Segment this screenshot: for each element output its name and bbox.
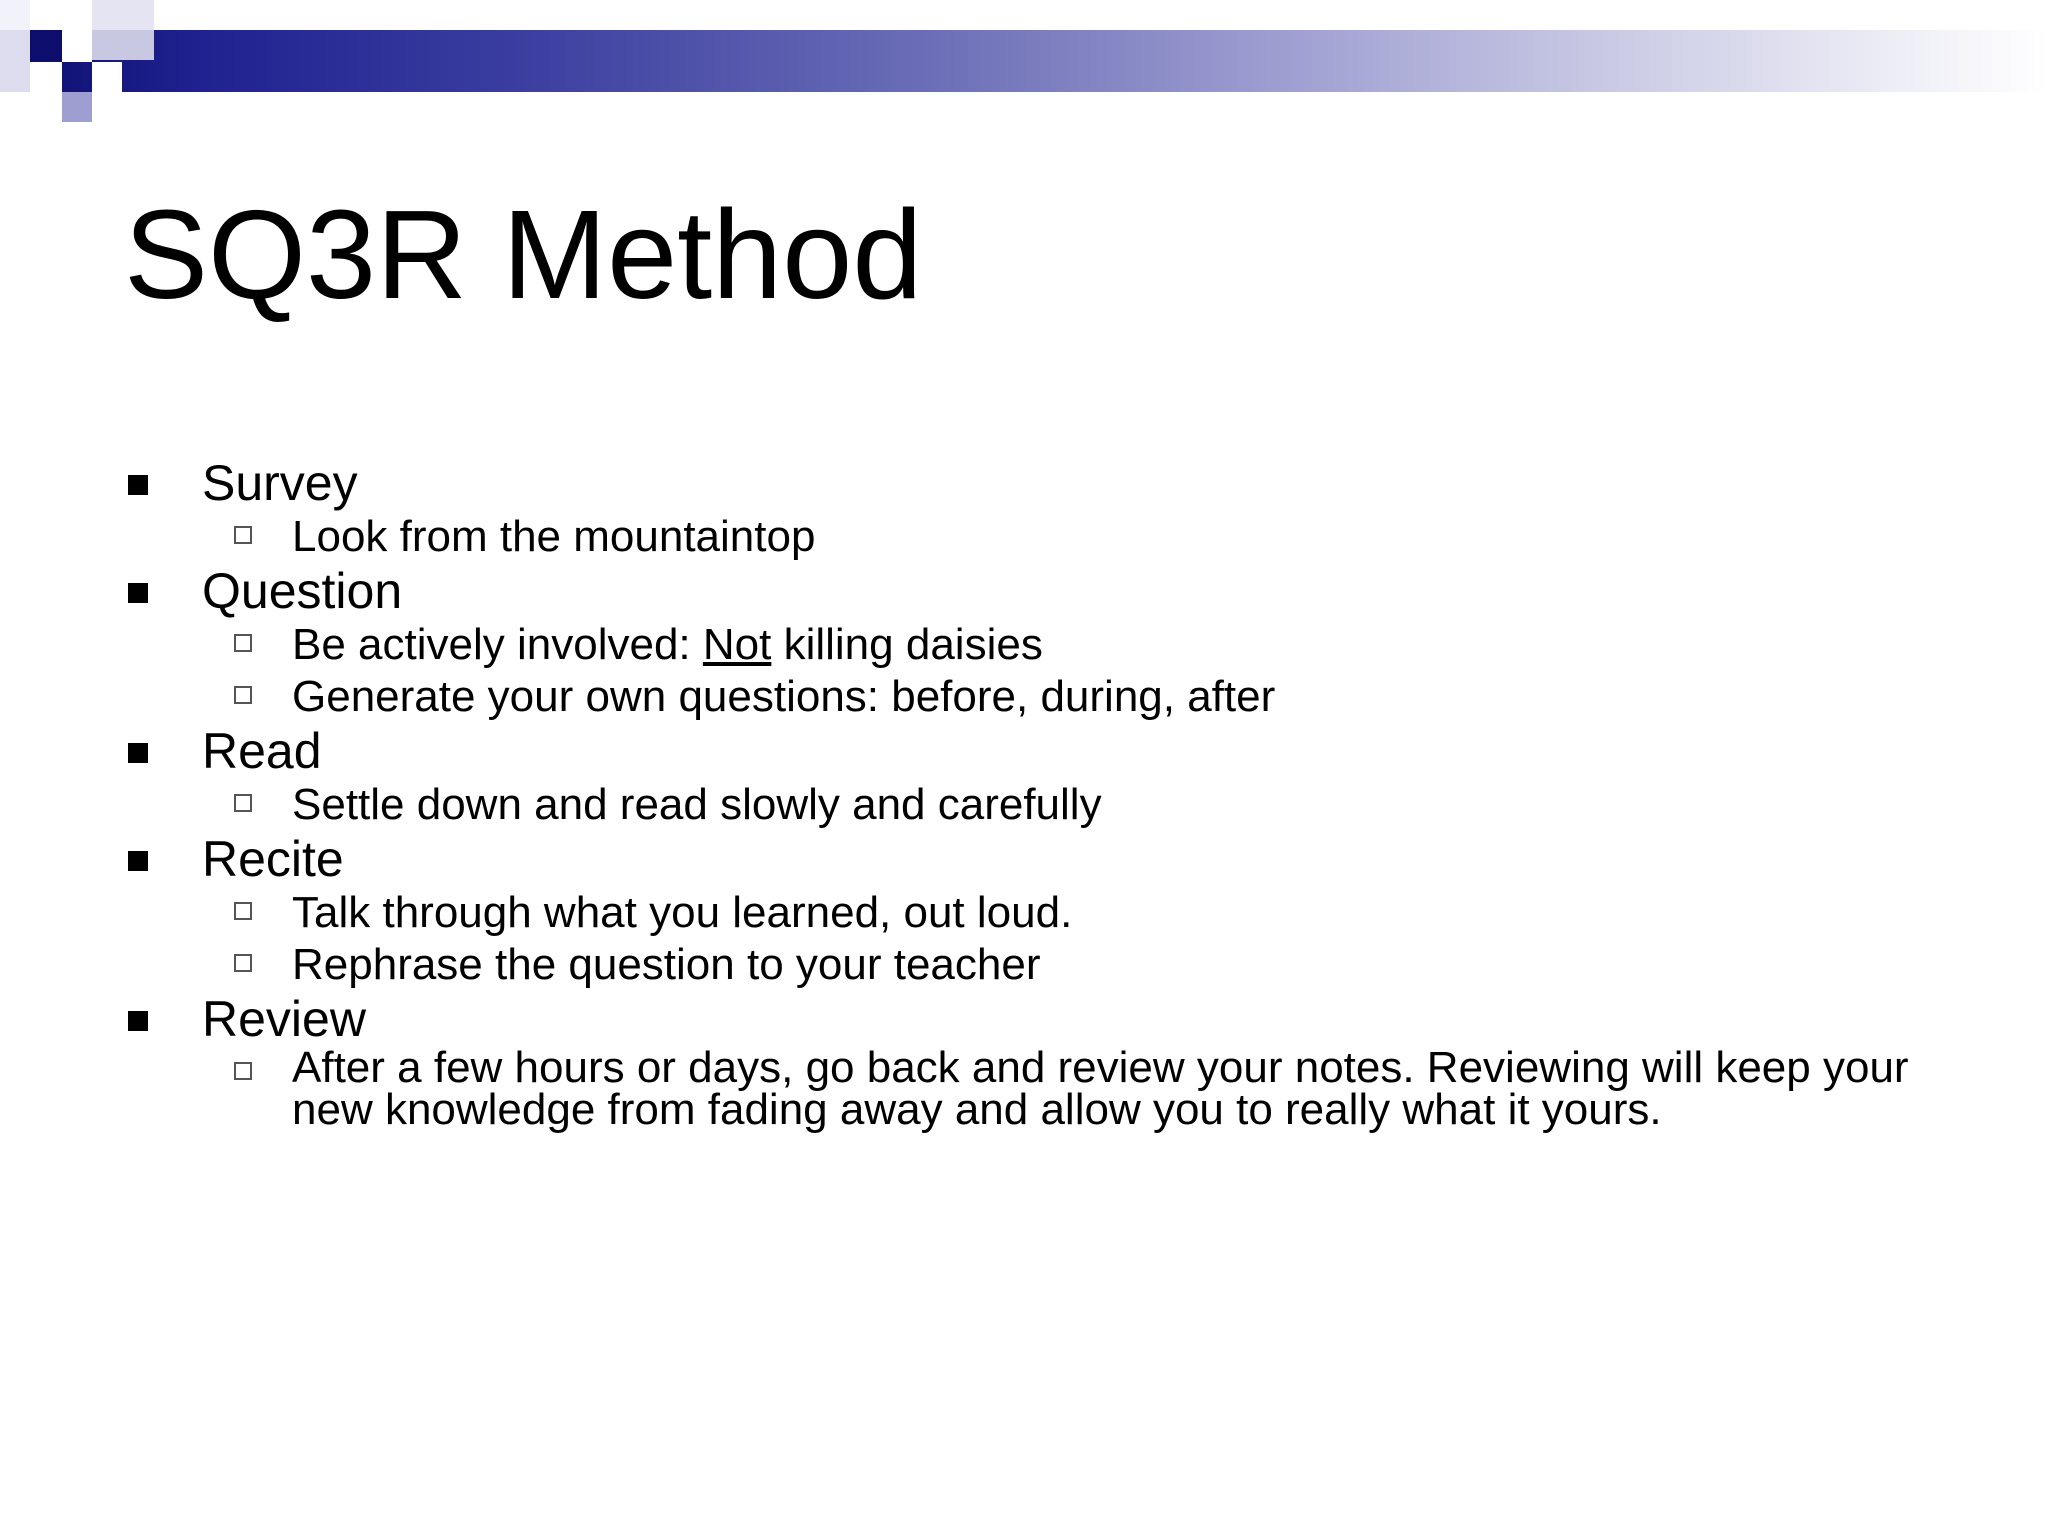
hollow-square-bullet-icon	[234, 902, 252, 920]
list-item-question	[124, 563, 1924, 619]
item-label: Recite	[202, 831, 344, 887]
sub-item-text: Talk through what you learned, out loud.	[292, 888, 1073, 937]
decorative-square	[30, 62, 62, 92]
hollow-square-bullet-icon	[234, 794, 252, 812]
item-label: Read	[202, 723, 322, 779]
sub-item-text: Generate your own questions: before, during, after	[292, 672, 1276, 721]
sub-item-text: After a few hours or days, go back and review your notes. Reviewing will keep your new knowledge from fading away and allow you to really what it yours.	[292, 1043, 1909, 1134]
sub-item-text-suffix: killing daisies	[771, 620, 1043, 669]
item-label: Survey	[202, 455, 358, 511]
decorative-square	[92, 30, 154, 60]
sub-item	[124, 671, 1924, 723]
sub-item	[124, 779, 1924, 831]
item-label: Review	[202, 991, 366, 1047]
filled-square-bullet-icon	[128, 1011, 148, 1031]
decorative-square	[92, 62, 122, 92]
slide-title: SQ3R Method	[124, 184, 923, 325]
sub-item-text: Look from the mountaintop	[292, 512, 816, 561]
sub-item	[124, 1043, 1992, 1134]
decorative-square	[0, 30, 30, 92]
decorative-square	[0, 0, 30, 30]
filled-square-bullet-icon	[128, 851, 148, 871]
sub-item-underlined-word: Not	[702, 620, 772, 669]
list-item-review	[124, 991, 1924, 1047]
header-gradient-banner	[0, 30, 2048, 92]
decorative-square	[62, 92, 92, 122]
sub-item	[124, 619, 1924, 671]
decorative-square	[62, 30, 92, 62]
sub-item	[124, 939, 1924, 991]
hollow-square-bullet-icon	[234, 526, 252, 544]
decorative-square	[92, 0, 154, 30]
hollow-square-bullet-icon	[234, 634, 252, 652]
bullet-list	[124, 455, 1924, 1134]
hollow-square-bullet-icon	[234, 686, 252, 704]
decorative-square	[30, 0, 92, 30]
hollow-square-bullet-icon	[234, 1062, 252, 1080]
hollow-square-bullet-icon	[234, 954, 252, 972]
sub-item-text: Rephrase the question to your teacher	[292, 940, 1041, 989]
filled-square-bullet-icon	[128, 475, 148, 495]
sub-item-text: Settle down and read slowly and carefully	[292, 780, 1102, 829]
filled-square-bullet-icon	[128, 583, 148, 603]
list-item-read	[124, 723, 1924, 779]
sub-item	[124, 887, 1924, 939]
list-item-survey	[124, 455, 1924, 511]
decorative-square	[30, 30, 62, 62]
sub-item-text-prefix: Be actively involved:	[292, 620, 703, 669]
list-item-recite	[124, 831, 1924, 887]
item-label: Question	[202, 563, 403, 619]
filled-square-bullet-icon	[128, 743, 148, 763]
sub-item	[124, 511, 1924, 563]
